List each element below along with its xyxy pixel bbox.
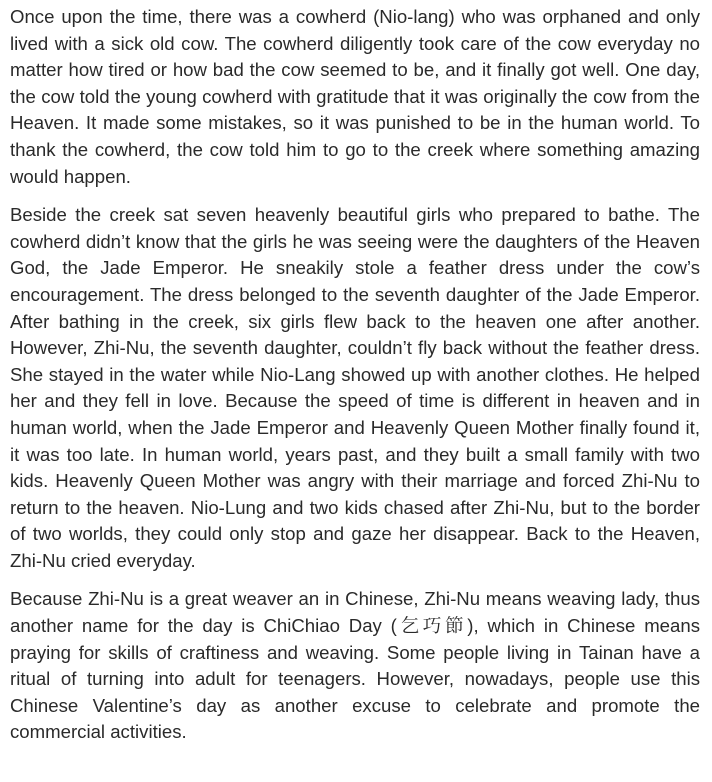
paragraph-chichiao-day: Because Zhi-Nu is a great weaver an in Chinese, Zhi-Nu means weaving lady, thus another name for the day is ChiChiao Day (乞巧節), which in Chinese means praying for skills of craftiness and weaving. Some people living in Tainan have a ritual of turning into adult for teenagers. However, nowadays, people use this Chinese Valentine’s day as another excuse to celebrate and promote the commercial activities. [10, 588, 700, 743]
paragraph-creek-story: Beside the creek sat seven heavenly beautiful girls who prepared to bathe. The cowherd didn’t know that the girls he was seeing were the daughters of the Heaven God, the Jade Emperor. He sneakily stole a feather dress under the cow’s encouragement. The dress belonged to the seventh daughter of the Jade Emperor. After bathing in the creek, six girls flew back to the heaven one after another. However, Zhi-Nu, the seventh daughter, couldn’t fly back without the feather dress. She stayed in the water while Nio-Lang showed up with another clothes. He helped her and they fell in love. Because the speed of time is different in heaven and in human world, when the Jade Emperor and Heavenly Queen Mother finally found it, it was too late. In human world, years past, and they built a small family with two kids. Heavenly Queen Mother was angry with their marriage and forced Zhi-Nu to return to the heaven. Nio-Lung and two kids chased after Zhi-Nu, but to the border of two worlds, they could only stop and gaze her disappear. Back to the Heaven, Zhi-Nu cried everyday. [10, 204, 700, 571]
paragraph-cowherd-intro: Once upon the time, there was a cowherd (Nio-lang) who was orphaned and only lived with a sick old cow. The cowherd diligently took care of the cow everyday no matter how tired or how bad the cow seemed to be, and it finally got well. One day, the cow told the young cowherd with gratitude that it was originally the cow from the Heaven. It made some mistakes, so it was punished to be in the human world. To thank the cowherd, the cow told him to go to the creek where something amazing would happen. [10, 6, 700, 187]
